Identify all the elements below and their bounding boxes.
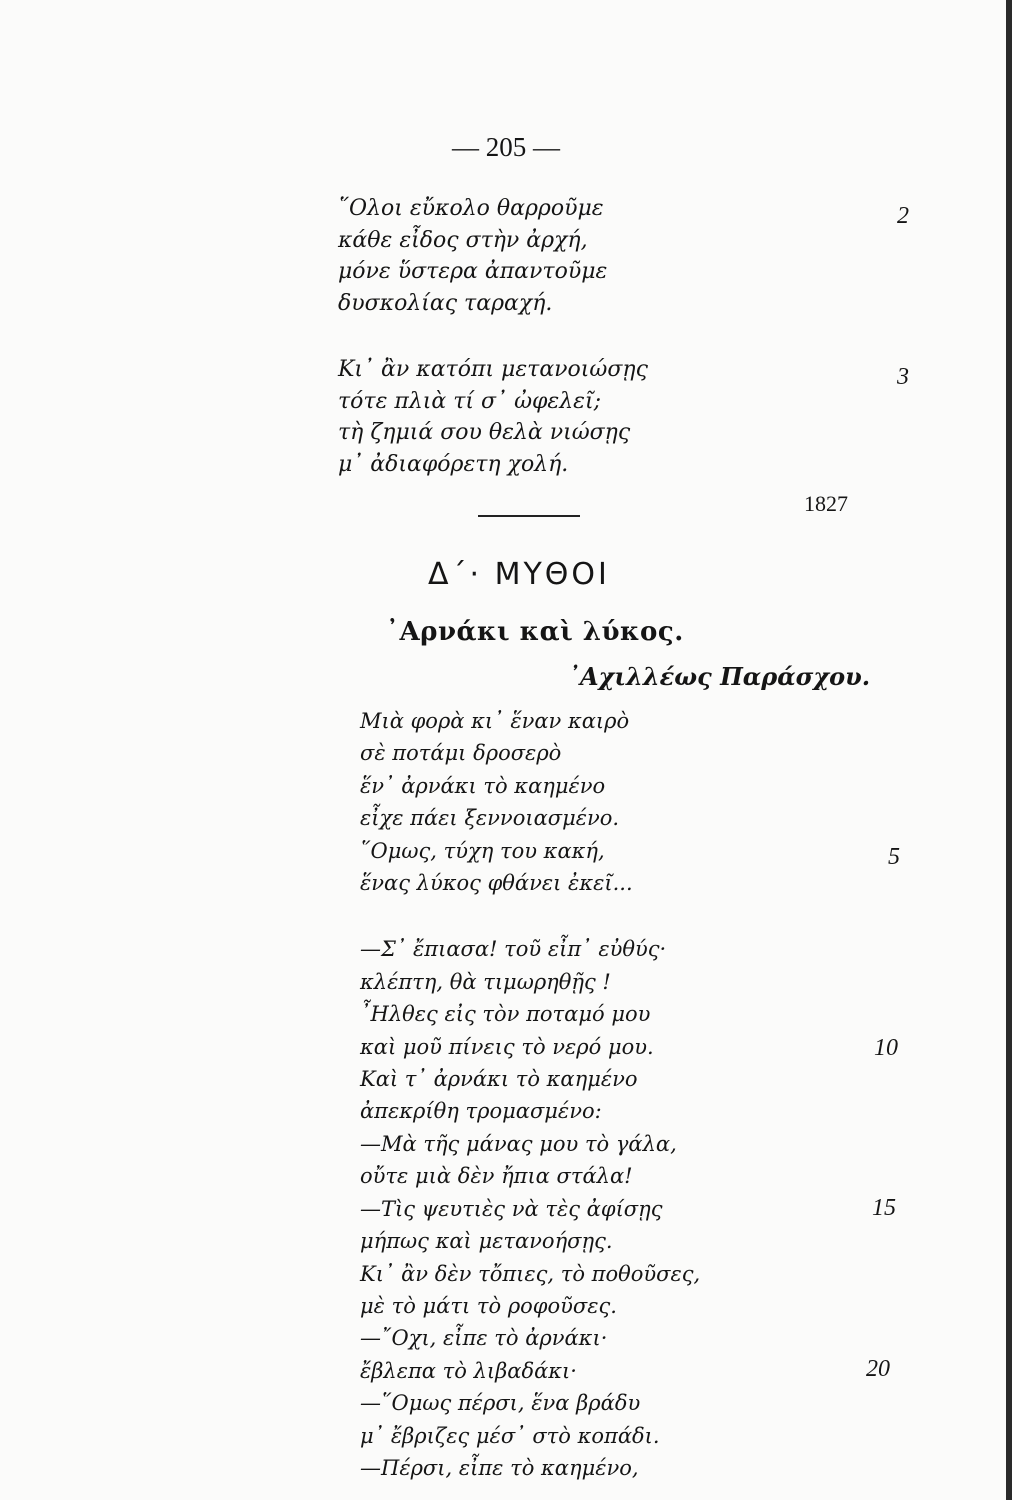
stanza-gap <box>360 899 700 933</box>
verse-line: μ᾿ ἔβριζες μέσ᾿ στὸ κοπάδι. <box>360 1423 660 1448</box>
date-year: 1827 <box>804 491 848 516</box>
verse-line: —Σ᾿ ἔπιασα! τοῦ εἶπ᾿ εὐθύς· <box>360 937 667 962</box>
line-number: 15 <box>872 1195 896 1221</box>
verse-line: κάθε εἶδος στὴν ἀρχή, <box>338 227 588 253</box>
poem-body <box>360 705 700 1484</box>
verse-line: ἀπεκρίθη τρομασμένο: <box>360 1099 602 1124</box>
verse-line: —῎Οχι, εἶπε τὸ ἀρνάκι· <box>360 1326 608 1351</box>
verse-line: ἕνας λύκος φθάνει ἐκεῖ... <box>360 871 633 896</box>
stanza-number: 3 <box>897 364 909 390</box>
verse-line: Κι᾿ ἂν κατόπι μετανοιώσῃς <box>338 357 648 382</box>
verse-line: —Μὰ τῆς μάνας μου τὸ γάλα, <box>360 1131 677 1156</box>
verse-line: οὔτε μιὰ δὲν ἤπια στάλα! <box>360 1164 633 1189</box>
verse-line: ἕν᾿ ἀρνάκι τὸ καημένο <box>360 773 606 798</box>
verse-line: εἶχε πάει ξεννοιασμένο. <box>360 806 620 831</box>
page-edge <box>1006 0 1012 1500</box>
section-heading: Δ΄· ΜΥΘΟΙ <box>428 557 610 592</box>
verse-line: σὲ ποτάμι δροσερὸ <box>360 741 562 766</box>
verse-line: ἔβλεπα τὸ λιβαδάκι· <box>360 1358 577 1383</box>
verse-line: τότε πλιὰ τί σ᾿ ὠφελεῖ; <box>338 388 602 414</box>
verse-line: Κι᾿ ἂν δὲν τὄπιες, τὸ ποθοῦσες, <box>360 1261 701 1286</box>
stanza <box>338 193 607 319</box>
line-number: 5 <box>888 844 900 870</box>
verse-line: κλέπτη, θὰ τιμωρηθῇς ! <box>360 969 611 994</box>
verse-line: μόνε ὕστερα ἀπαντοῦμε <box>338 259 608 284</box>
verse-line: ῞Ολοι εὔκολο θαρροῦμε <box>338 196 604 221</box>
page-number: — 205 — <box>452 132 560 162</box>
verse-line: μὲ τὸ μάτι τὸ ροφοῦσες. <box>360 1293 617 1318</box>
verse-line: καὶ μοῦ πίνεις τὸ νερό μου. <box>360 1034 654 1059</box>
separator-rule <box>478 515 580 517</box>
verse-line: ῏Ηλθες εἰς τὸν ποταμό μου <box>360 1002 651 1027</box>
verse-line: —Πέρσι, εἶπε τὸ καημένο, <box>360 1455 639 1480</box>
verse-line: μ᾿ ἀδιαφόρετη χολή. <box>338 451 569 477</box>
verse-line: —Τὶς ψευτιὲς νὰ τὲς ἀφίσῃς <box>360 1196 663 1221</box>
verse-line: δυσκολίας ταραχή. <box>338 290 553 316</box>
verse-line: Καὶ τ᾿ ἀρνάκι τὸ καημένο <box>360 1067 638 1092</box>
verse-line: τὴ ζημιά σου θελὰ νιώσῃς <box>338 420 631 445</box>
poem-author: ᾿Αχιλλέως Παράσχου. <box>568 662 871 691</box>
stanza <box>338 354 648 480</box>
poem-title: ᾿Αρνάκι καὶ λύκος. <box>386 617 684 647</box>
verse-line: —῞Ομως πέρσι, ἕνα βράδυ <box>360 1391 641 1416</box>
verse-line: ῞Ομως, τύχη του κακή, <box>360 838 605 863</box>
line-number: 10 <box>874 1035 898 1061</box>
verse-line: μήπως καὶ μετανοήσῃς. <box>360 1229 613 1254</box>
line-number: 20 <box>866 1356 890 1382</box>
verse-line: Μιὰ φορὰ κι᾿ ἕναν καιρὸ <box>360 709 630 733</box>
stanza-number: 2 <box>897 203 909 229</box>
